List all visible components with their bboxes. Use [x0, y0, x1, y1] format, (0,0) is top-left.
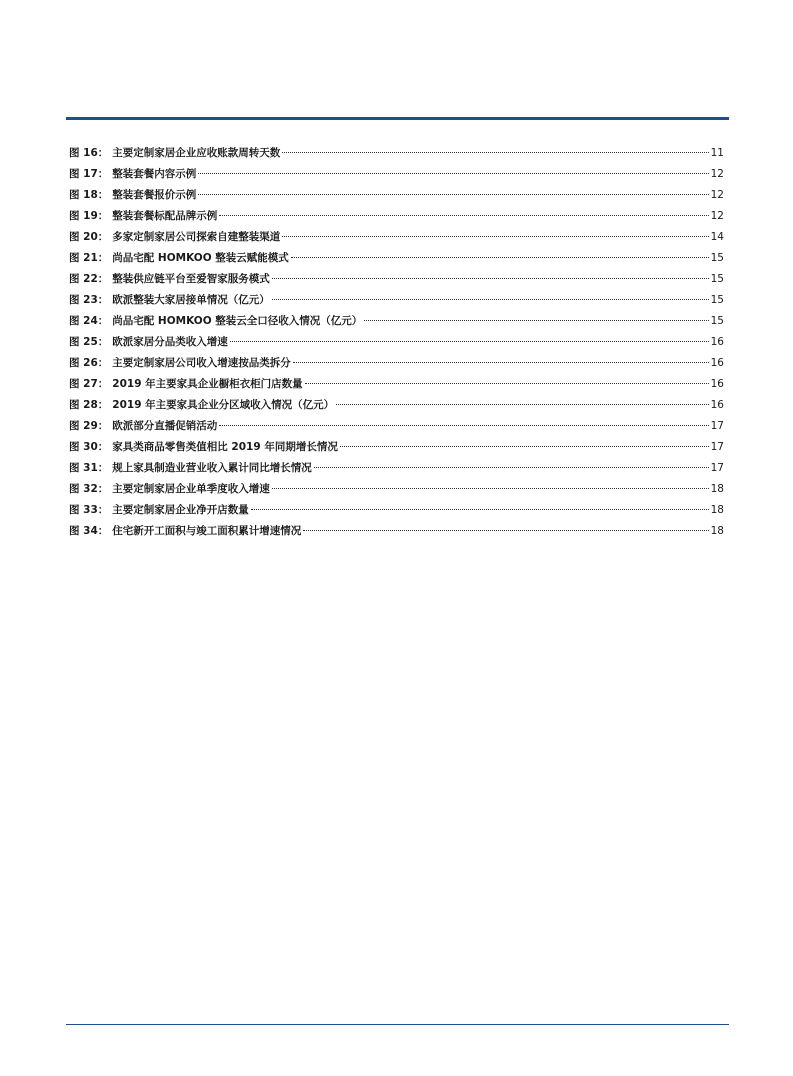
toc-entry-page-number: 16 [710, 399, 724, 411]
toc-entry-title: 欧派整装大家居接单情况（亿元） [112, 294, 270, 306]
toc-dot-leader [272, 298, 709, 300]
toc-entry-title: 欧派部分直播促销活动 [112, 420, 218, 432]
toc-entry-title: 主要定制家居企业应收账款周转天数 [112, 147, 281, 159]
toc-dot-leader [219, 424, 708, 426]
toc-dot-leader [272, 277, 709, 279]
toc-entry-page-number: 15 [710, 252, 724, 264]
toc-entry[interactable] [69, 311, 724, 332]
toc-dot-leader [272, 487, 709, 489]
toc-entry[interactable] [69, 416, 724, 437]
toc-dot-leader [291, 256, 709, 258]
toc-entry-page-number: 12 [710, 210, 724, 222]
toc-entry-title: 主要定制家居公司收入增速按品类拆分 [112, 357, 291, 369]
toc-entry-page-number: 18 [710, 504, 724, 516]
toc-dot-leader [219, 214, 708, 216]
toc-entry-page-number: 17 [710, 462, 724, 474]
toc-entry-page-number: 18 [710, 525, 724, 537]
toc-dot-leader [251, 508, 709, 510]
toc-entry[interactable] [69, 500, 724, 521]
toc-entry-page-number: 16 [710, 357, 724, 369]
toc-entry-title: 主要定制家居企业单季度收入增速 [112, 483, 270, 495]
toc-entry-number: 图 33： [69, 504, 109, 516]
toc-entry[interactable] [69, 290, 724, 311]
toc-entry[interactable] [69, 185, 724, 206]
toc-entry-title: 主要定制家居企业净开店数量 [112, 504, 249, 516]
toc-entry-page-number: 18 [710, 483, 724, 495]
toc-entry-title: 整装套餐报价示例 [112, 189, 197, 201]
toc-entry-number: 图 29： [69, 420, 109, 432]
toc-entry-title: 2019 年主要家具企业橱柜衣柜门店数量 [112, 378, 303, 390]
toc-entry-title: 规上家具制造业营业收入累计同比增长情况 [112, 462, 312, 474]
toc-dot-leader [230, 340, 709, 342]
toc-dot-leader [364, 319, 708, 321]
toc-dot-leader [303, 529, 708, 531]
toc-entry-title: 尚品宅配 HOMKOO 整装云全口径收入情况（亿元） [112, 315, 363, 327]
toc-entry-title: 多家定制家居公司探索自建整装渠道 [112, 231, 281, 243]
toc-entry-number: 图 21： [69, 252, 109, 264]
toc-entry[interactable] [69, 458, 724, 479]
toc-entry[interactable] [69, 395, 724, 416]
toc-dot-leader [282, 151, 708, 153]
toc-entry-number: 图 24： [69, 315, 109, 327]
figure-toc [69, 143, 724, 542]
toc-dot-leader [198, 172, 708, 174]
toc-entry-title: 住宅新开工面积与竣工面积累计增速情况 [112, 525, 302, 537]
toc-entry-number: 图 18： [69, 189, 109, 201]
toc-entry-number: 图 17： [69, 168, 109, 180]
toc-entry-number: 图 23： [69, 294, 109, 306]
toc-entry[interactable] [69, 206, 724, 227]
toc-entry[interactable] [69, 353, 724, 374]
toc-entry[interactable] [69, 437, 724, 458]
toc-entry-title: 尚品宅配 HOMKOO 整装云赋能模式 [112, 252, 289, 264]
toc-entry-number: 图 25： [69, 336, 109, 348]
toc-dot-leader [293, 361, 709, 363]
toc-entry-page-number: 15 [710, 315, 724, 327]
toc-entry-title: 整装套餐标配品牌示例 [112, 210, 218, 222]
toc-entry-page-number: 14 [710, 231, 724, 243]
toc-entry-number: 图 20： [69, 231, 109, 243]
footer-rule [66, 1024, 729, 1025]
toc-entry[interactable] [69, 374, 724, 395]
toc-dot-leader [305, 382, 709, 384]
toc-entry-number: 图 34： [69, 525, 109, 537]
toc-entry-title: 欧派家居分品类收入增速 [112, 336, 228, 348]
toc-entry[interactable] [69, 248, 724, 269]
toc-entry[interactable] [69, 164, 724, 185]
toc-entry-page-number: 15 [710, 273, 724, 285]
toc-entry[interactable] [69, 227, 724, 248]
toc-dot-leader [336, 403, 708, 405]
toc-entry-page-number: 17 [710, 420, 724, 432]
toc-entry-number: 图 16： [69, 147, 109, 159]
toc-entry-page-number: 12 [710, 168, 724, 180]
toc-entry[interactable] [69, 269, 724, 290]
toc-entry[interactable] [69, 521, 724, 542]
toc-dot-leader [282, 235, 708, 237]
toc-entry-number: 图 19： [69, 210, 109, 222]
toc-entry-number: 图 31： [69, 462, 109, 474]
toc-dot-leader [340, 445, 709, 447]
toc-entry-number: 图 26： [69, 357, 109, 369]
toc-entry[interactable] [69, 332, 724, 353]
toc-entry-page-number: 17 [710, 441, 724, 453]
header-rule [66, 117, 729, 120]
toc-entry-page-number: 16 [710, 378, 724, 390]
toc-entry-title: 整装供应链平台至爱智家服务模式 [112, 273, 270, 285]
toc-entry-page-number: 16 [710, 336, 724, 348]
toc-entry-page-number: 12 [710, 189, 724, 201]
toc-entry-page-number: 15 [710, 294, 724, 306]
toc-entry-number: 图 32： [69, 483, 109, 495]
toc-entry-title: 整装套餐内容示例 [112, 168, 197, 180]
toc-entry[interactable] [69, 479, 724, 500]
toc-entry-title: 2019 年主要家具企业分区域收入情况（亿元） [112, 399, 335, 411]
toc-entry-title: 家具类商品零售类值相比 2019 年同期增长情况 [112, 441, 338, 453]
toc-dot-leader [314, 466, 709, 468]
toc-entry-number: 图 28： [69, 399, 109, 411]
toc-entry[interactable] [69, 143, 724, 164]
toc-entry-number: 图 30： [69, 441, 109, 453]
toc-entry-number: 图 27： [69, 378, 109, 390]
toc-entry-page-number: 11 [710, 147, 724, 159]
toc-entry-number: 图 22： [69, 273, 109, 285]
toc-dot-leader [198, 193, 708, 195]
